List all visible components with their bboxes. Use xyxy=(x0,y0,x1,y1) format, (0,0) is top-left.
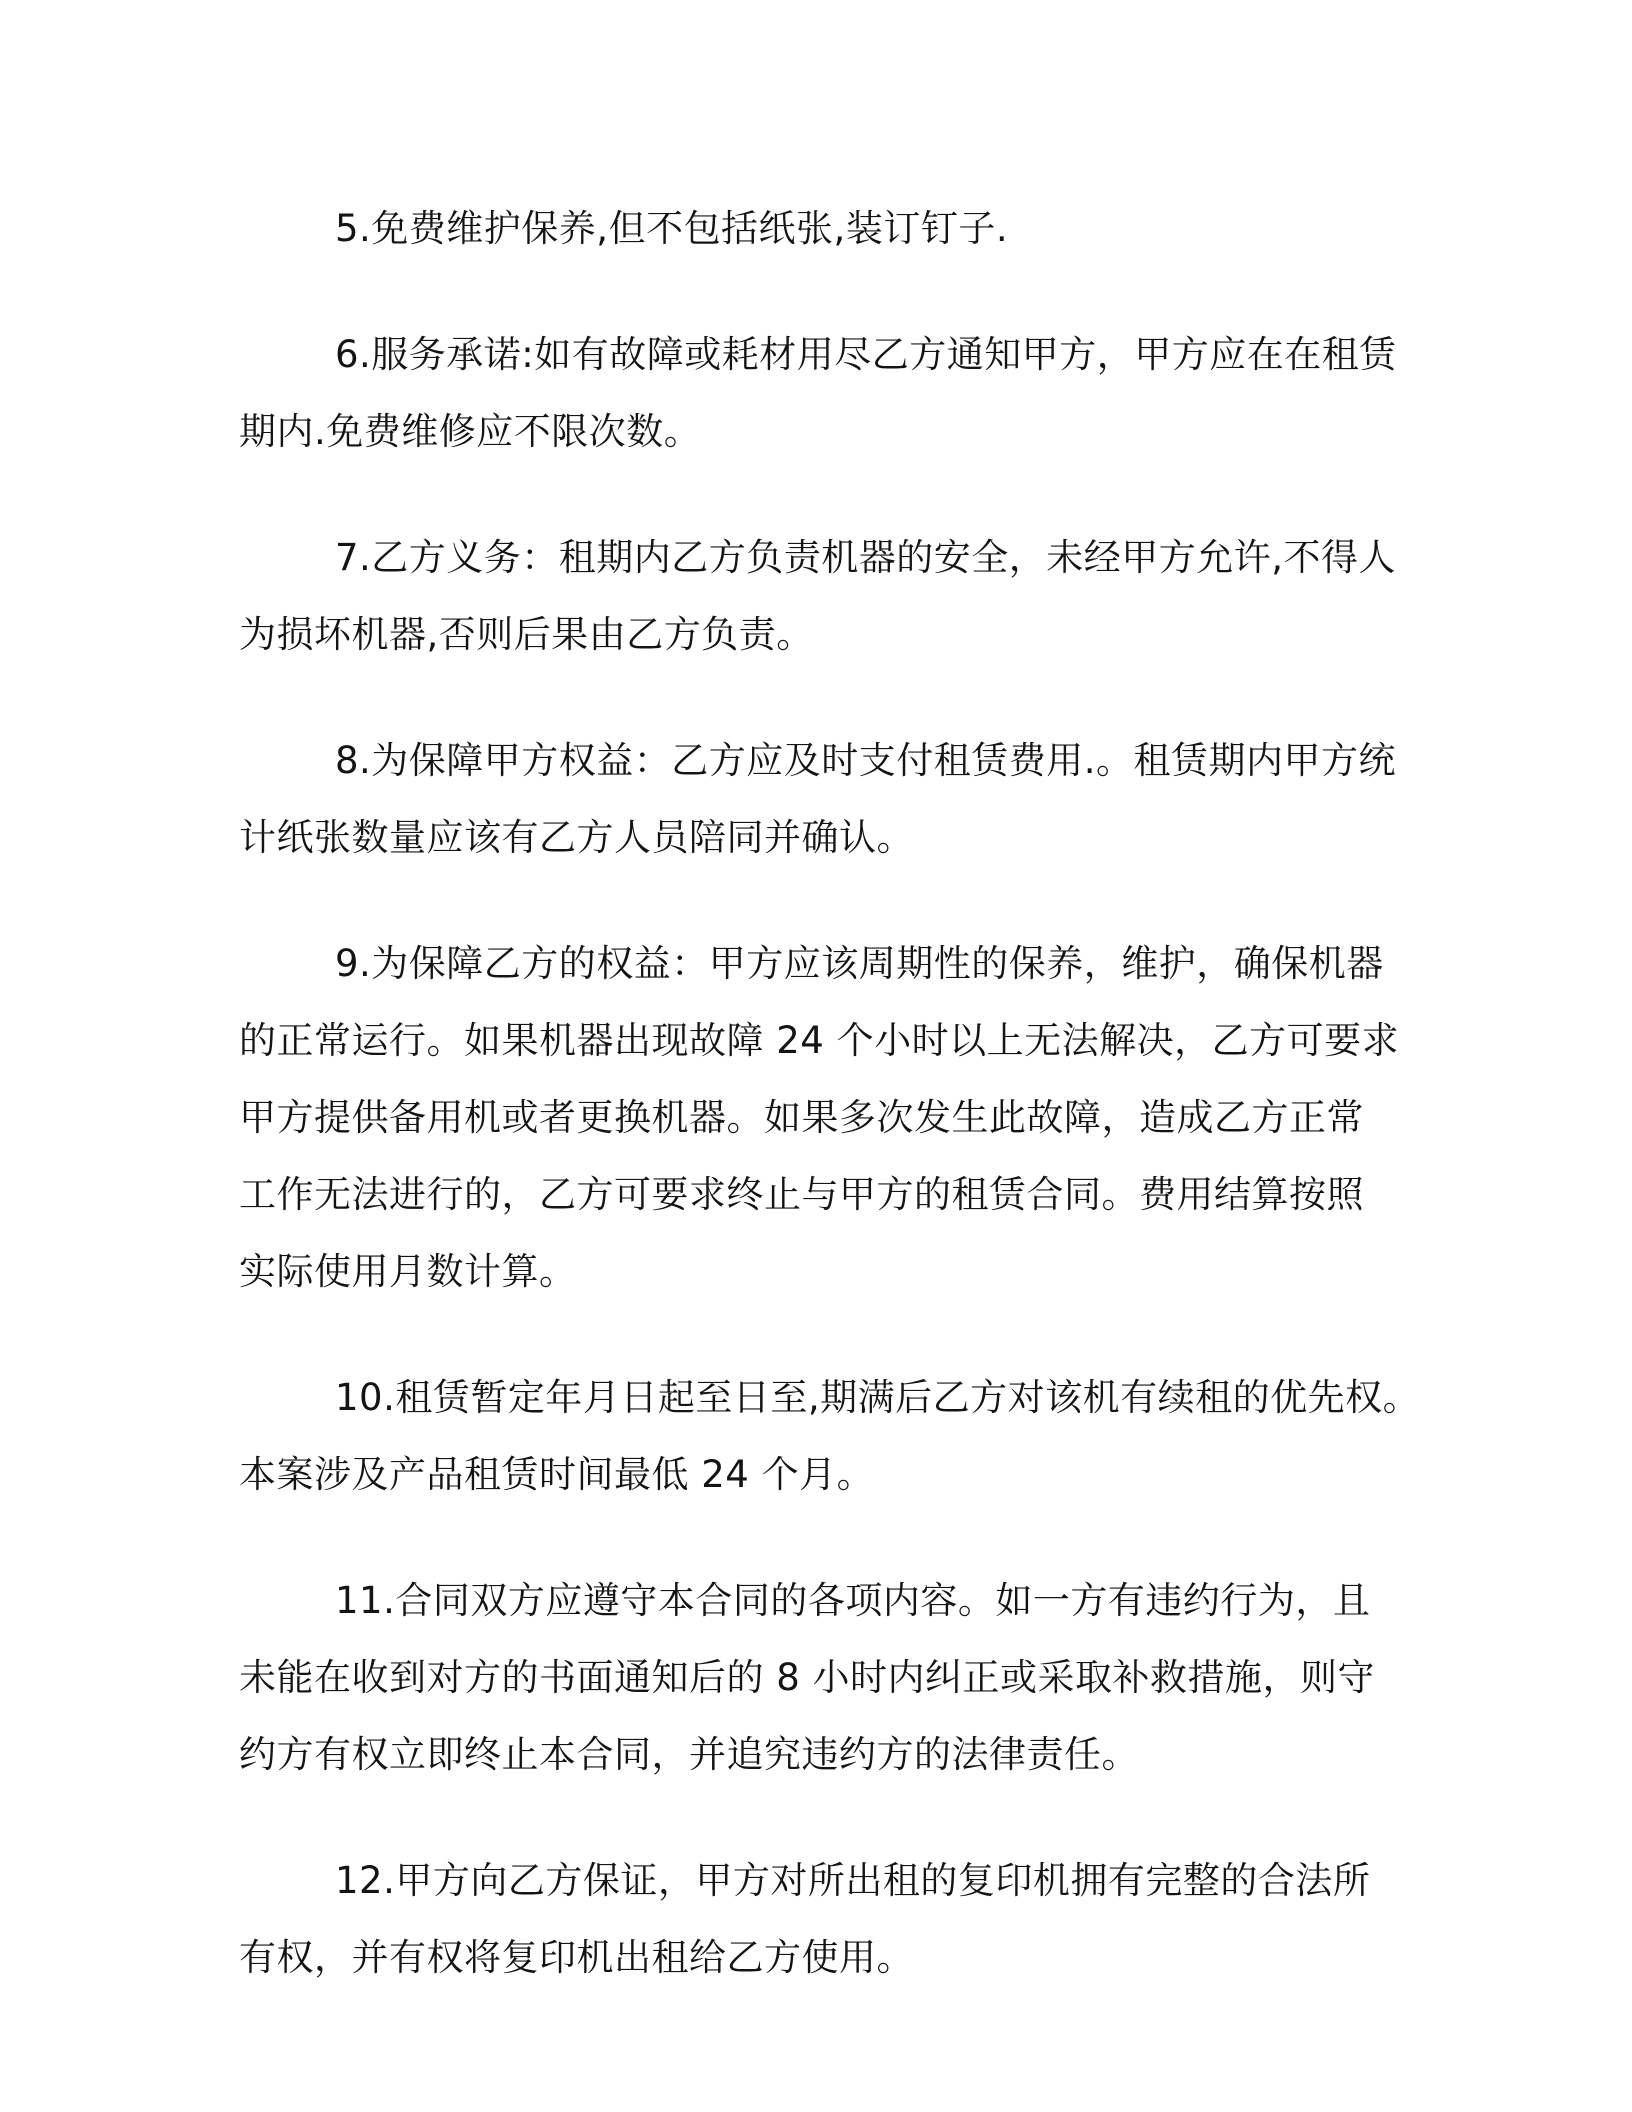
clause-9 xyxy=(239,925,1400,1310)
clause-line: 的正常运行。如果机器出现故障 24 个小时以上无法解决，乙方可要求 xyxy=(239,1019,1400,1062)
clause-line: 7.乙方义务：租期内乙方负责机器的安全，未经甲方允许,不得人 xyxy=(335,536,1397,579)
clause-line: 5.免费维护保养,但不包括纸张,装订钉子. xyxy=(335,207,1009,250)
clause-11 xyxy=(239,1562,1374,1793)
clause-10 xyxy=(239,1359,1421,1513)
clause-7 xyxy=(239,519,1397,673)
clause-5 xyxy=(239,190,1374,267)
clause-line: 约方有权立即终止本合同，并追究违约方的法律责任。 xyxy=(239,1733,1139,1776)
clause-line: 本案涉及产品租赁时间最低 24 个月。 xyxy=(239,1453,875,1496)
clause-line: 6.服务承诺:如有故障或耗材用尽乙方通知甲方，甲方应在在租赁 xyxy=(335,333,1397,376)
clause-6 xyxy=(239,316,1397,470)
clause-line: 10.租赁暂定年月日起至日至,期满后乙方对该机有续租的优先权。 xyxy=(335,1376,1421,1419)
clause-line: 期内.免费维修应不限次数。 xyxy=(239,410,702,453)
clause-line: 11.合同双方应遵守本合同的各项内容。如一方有违约行为，且 xyxy=(335,1579,1371,1622)
clause-line: 工作无法进行的，乙方可要求终止与甲方的租赁合同。费用结算按照 xyxy=(239,1173,1364,1216)
clause-line: 甲方提供备用机或者更换机器。如果多次发生此故障，造成乙方正常 xyxy=(239,1096,1364,1139)
clause-8 xyxy=(239,722,1397,876)
clause-line: 12.甲方向乙方保证，甲方对所出租的复印机拥有完整的合法所 xyxy=(335,1859,1371,1902)
document-body xyxy=(239,190,1421,2045)
clause-line: 8.为保障甲方权益：乙方应及时支付租赁费用.。租赁期内甲方统 xyxy=(335,739,1397,782)
clause-line: 9.为保障乙方的权益：甲方应该周期性的保养，维护，确保机器 xyxy=(335,942,1384,985)
clause-line: 实际使用月数计算。 xyxy=(239,1250,577,1293)
clause-12 xyxy=(239,1842,1374,1996)
clause-line: 有权，并有权将复印机出租给乙方使用。 xyxy=(239,1936,914,1979)
clause-line: 为损坏机器,否则后果由乙方负责。 xyxy=(239,613,814,656)
clause-line: 计纸张数量应该有乙方人员陪同并确认。 xyxy=(239,816,914,859)
clause-line: 未能在收到对方的书面通知后的 8 小时内纠正或采取补救措施，则守 xyxy=(239,1656,1376,1699)
